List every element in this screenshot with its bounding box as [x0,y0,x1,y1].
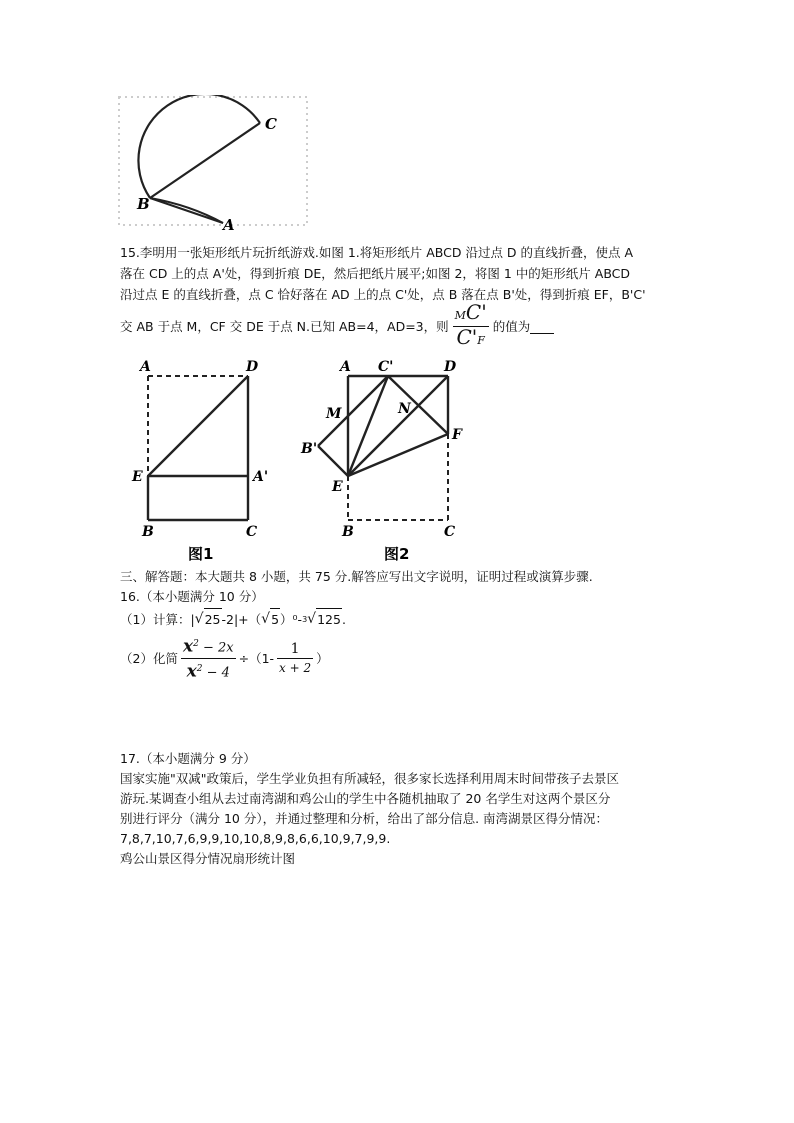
inner-den: x + 2 [279,661,312,676]
fig1-label-b: B [142,524,154,540]
q16-part1: （1）计算：| √ 25 -2|+（ √ 5 ）⁰- 3 √ 125 . [120,608,346,630]
fig2-label-n: N [398,401,411,417]
label-b: B [137,195,150,213]
q17-line3: 别进行评分（满分 10 分），并通过整理和分析，给出了部分信息. 南湾湖景区得分情况： [120,811,609,826]
q15-fraction [453,302,489,351]
fig1-label-c: C [246,524,258,540]
num-exp: 2 [193,639,199,649]
inner-num: 1 [277,640,313,659]
q15-line1: 15.李明用一张矩形纸片玩折纸游戏.如图 1.将矩形纸片 ABCD 沿过点 D 的直线折叠，使点 A [120,245,634,260]
q16-part2-end: ） [316,651,329,667]
q17-title: 17.（本小题满分 9 分） [120,751,256,766]
q17-line2: 游玩.某调查小组从去过南湾湖和鸡公山的学生中各随机抽取了 20 名学生对这两个景区分 [120,791,611,806]
q16-part1-prefix: （1）计算：| [120,611,195,627]
q16-part1-end: . [341,611,346,627]
q16-part1-mid2: ）⁰- [280,611,303,627]
den-exp: 2 [196,664,203,675]
fig1-label-a: A [140,359,151,375]
q16-title: 16.（本小题满分 10 分） [120,589,264,604]
q16-part2 [120,634,329,684]
cbrt-125: 125 [316,608,342,630]
frac-num-b: C' [465,300,487,324]
sqrt-25: 25 [204,608,222,630]
fig2-label-c: C [444,524,456,540]
figure-1 [118,348,288,563]
fig2-label-b-prime: B' [301,441,318,457]
den-rest: − 4 [202,665,230,681]
fig1-caption: 图1 [188,545,214,563]
q15-line4-suffix: 的值为 [492,319,531,334]
fig2-label-d: D [444,359,457,375]
q15-line3: 沿过点 E 的直线折叠，点 C 恰好落在 AD 上的点 C'处，点 B 落在点 B'处，得到折痕 EF，B'C' [120,287,646,302]
q15-line2: 落在 CD 上的点 A'处，得到折痕 DE，然后把纸片展平;如图 2，将图 1 中的矩形纸片 ABCD [120,266,631,281]
q17-line1: 国家实施"双减"政策后，学生学业负担有所减轻，很多家长选择利用周末时间带孩子去景区 [120,771,620,786]
den-x: x [186,661,197,682]
fig1-label-a-prime: A' [253,469,269,485]
q16-inner-fraction [277,640,313,677]
q17-line5: 鸡公山景区得分情况扇形统计图 [120,851,296,866]
fig2-label-c-prime: C' [378,359,394,375]
q15-line4-prefix: 交 AB 于点 M，CF 交 DE 于点 N.已知 AB=4，AD=3，则 [120,319,449,334]
fig2-label-b: B [342,524,354,540]
q16-main-fraction [181,634,236,684]
fig1-label-e: E [132,469,143,485]
q16-part1-mid: -2|+（ [221,611,262,627]
frac-den-a: C' [456,325,478,349]
fig2-label-f: F [452,427,462,443]
frac-num-a: M [454,309,466,322]
sqrt-5: 5 [270,608,280,630]
fig2-label-m: M [326,406,342,422]
section3-heading: 三、解答题：本大题共 8 小题，共 75 分.解答应写出文字说明，证明过程或演算步骤. [120,569,593,584]
label-c: C [265,115,277,133]
label-a: A [223,216,235,230]
fig2-label-e: E [332,479,343,495]
frac-den-b: F [477,334,485,347]
answer-blank [530,319,554,334]
fig2-label-a: A [340,359,351,375]
root-index: 3 [302,614,308,624]
num-x: x [182,636,194,657]
q16-part2-prefix: （2）化简 [120,651,178,667]
figure-2 [296,348,496,563]
fig2-caption: 图2 [384,545,410,563]
fig1-label-d: D [246,359,259,375]
q17-line4: 7,8,7,10,7,6,9,9,10,10,8,9,8,6,6,10,9,7,9,9. [120,831,391,846]
q16-part2-div: ÷（1- [238,651,275,667]
num-rest: − 2x [198,640,234,656]
figure-arc [115,95,315,230]
